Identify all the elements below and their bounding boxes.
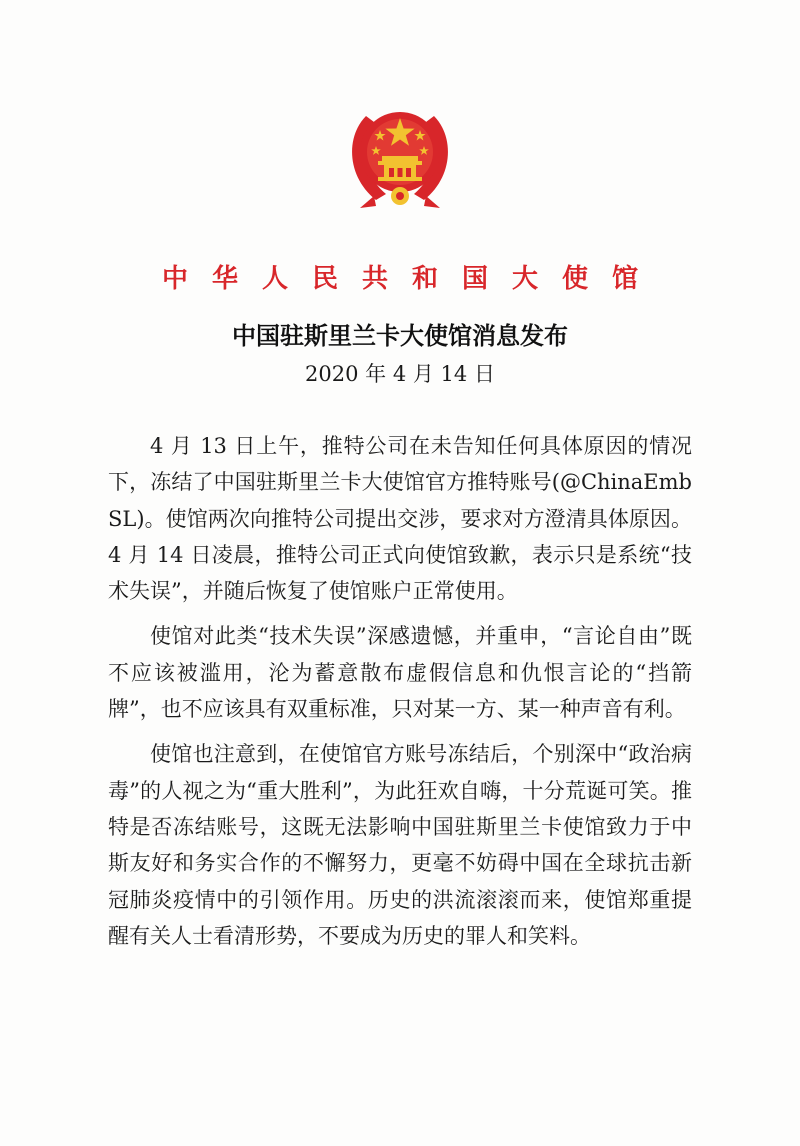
letterhead: 中华人民共和国大使馆 xyxy=(161,264,662,294)
paragraph-2: 使馆对此类“技术失误”深感遗憾，并重申，“言论自由”既不应该被滥用，沦为蓄意散布虚假信息和仇恨言论的“挡箭牌”，也不应该具有双重标准，只对某一方、某一种声音有利。 xyxy=(108,624,692,722)
paragraph-3: 使馆也注意到，在使馆官方账号冻结后，个别深中“政治病毒”的人视之为“重大胜利”，为此狂欢自嗨，十分荒诞可笑。推特是否冻结账号，这既无法影响中国驻斯里兰卡使馆致力于中斯友好和务实合作的不懈努力，更毫不妨碍中国在全球抗击新冠肺炎疫情中的引领作用。历史的洪流滚滚而来，使馆郑重提醒有关人士看清形势，不要成为历史的罪人和笑料。 xyxy=(108,742,692,948)
release-date: 2020 年 4 月 14 日 xyxy=(305,362,495,386)
paragraph-1: 4 月 13 日上午，推特公司在未告知任何具体原因的情况下，冻结了中国驻斯里兰卡大使馆官方推特账号(@ChinaEmbSL)。使馆两次向推特公司提出交涉，要求对方澄清具体原因。4 月 14 日凌晨，推特公司正式向使馆致歉，表示只是系统“技术失误”，并随后恢复了使馆账户正常使用。 xyxy=(108,434,692,604)
document-body xyxy=(108,428,692,963)
national-emblem-icon xyxy=(336,96,464,214)
page-title: 中国驻斯里兰卡大使馆消息发布 xyxy=(232,322,568,350)
